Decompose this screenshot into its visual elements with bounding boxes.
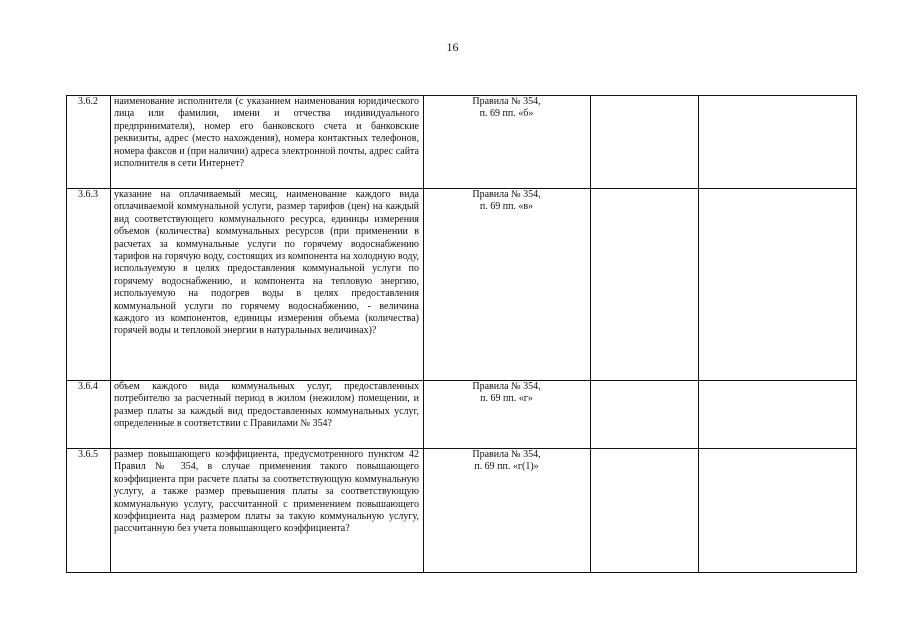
item-question: указание на оплачиваемый месяц, наименование каждого вида оплачиваемой коммунальной услуги, размер тарифов (цен) на каждый вид соответствующего коммунального ресурса, единицы измерения объемов (количества) коммунальных ресурсов (при применении в расчетах за коммунальные услуги по горячему водоснабжению тарифов на горячую воду, состоящих из компонента на холодную воду, используемую в целях предоставления коммунальной услуги по горячему водоснабжению, и компонента на тепловую энергию, используемую на подогрев воды в целях предоставления коммунальной услуги по горячему водоснабжению, - величина каждого из компонентов, единицы измерения объема (количества) горячей воды и тепловой энергии в натуральных величинах)? xyxy=(111,189,424,381)
item-number: 3.6.2 xyxy=(67,96,111,189)
reference-clause: п. 69 пп. «в» xyxy=(479,201,534,213)
table-row xyxy=(67,381,857,449)
item-number: 3.6.5 xyxy=(67,449,111,573)
reference-clause: п. 69 пп. «б» xyxy=(479,108,534,120)
item-question: размер повышающего коэффициента, предусмотренного пунктом 42 Правил № 354, в случае применения такого повышающего коэффициента при расчете платы за соответствующую коммунальную услугу, а также размер превышения платы за соответствующую коммунальную услугу, рассчитанной с применением повышающего коэффициента над размером платы за такую коммунальную услугу, рассчитанную без учета повышающего коэффициента? xyxy=(111,449,424,573)
item-reference xyxy=(424,189,591,381)
item-question: наименование исполнителя (с указанием наименования юридического лица или фамилии, имени и отчества индивидуального предпринимателя), номер его банковского счета и банковские реквизиты, адрес (место нахождения), номера контактных телефонов, номера факсов и (при наличии) адреса электронной почты, адрес сайта исполнителя в сети Интернет? xyxy=(111,96,424,189)
checklist-table xyxy=(66,95,857,573)
empty-cell xyxy=(591,449,699,573)
table-row xyxy=(67,96,857,189)
table-row xyxy=(67,449,857,573)
reference-rule: Правила № 354, xyxy=(472,381,541,392)
empty-cell xyxy=(699,449,857,573)
reference-clause: п. 69 пп. «г(1)» xyxy=(474,461,539,473)
empty-cell xyxy=(699,189,857,381)
item-number: 3.6.3 xyxy=(67,189,111,381)
reference-rule: Правила № 354, xyxy=(472,189,541,200)
reference-clause: п. 69 пп. «г» xyxy=(480,393,533,405)
reference-rule: Правила № 354, xyxy=(472,449,541,460)
item-reference xyxy=(424,449,591,573)
table-row xyxy=(67,189,857,381)
item-number: 3.6.4 xyxy=(67,381,111,449)
page-number: 16 xyxy=(446,40,459,54)
item-question: объем каждого вида коммунальных услуг, предоставленных потребителю за расчетный период в жилом (нежилом) помещении, и размер платы за каждый вид предоставленных коммунальных услуг, определенные в соответствии с Правилами № 354? xyxy=(111,381,424,449)
item-reference xyxy=(424,96,591,189)
reference-rule: Правила № 354, xyxy=(472,96,541,107)
empty-cell xyxy=(699,381,857,449)
empty-cell xyxy=(591,189,699,381)
empty-cell xyxy=(699,96,857,189)
item-reference xyxy=(424,381,591,449)
empty-cell xyxy=(591,381,699,449)
empty-cell xyxy=(591,96,699,189)
